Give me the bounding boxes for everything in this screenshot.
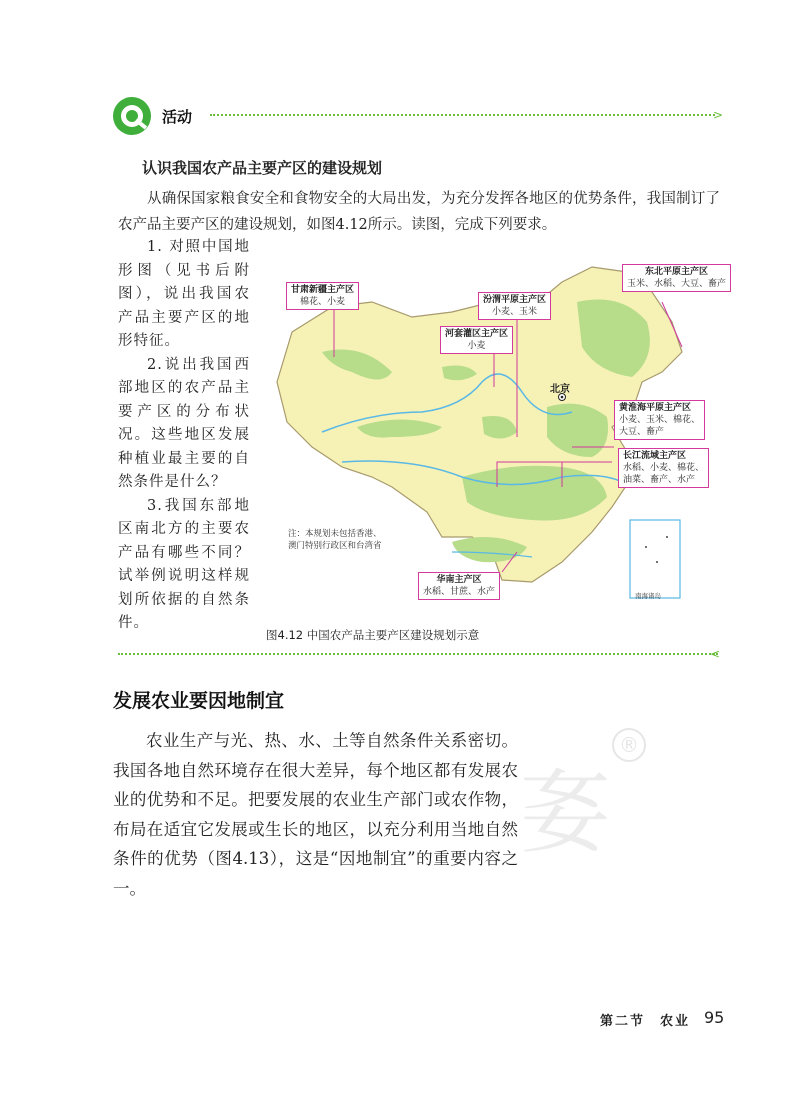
beijing-marker-dot bbox=[561, 396, 564, 399]
section-body bbox=[113, 726, 518, 903]
activity-divider-top bbox=[210, 114, 715, 116]
region-label-yangtze: 长江流域主产区 水稻、小麦、棉花、 油菜、畜产、水产 bbox=[618, 448, 709, 488]
south-sea-inset bbox=[630, 520, 680, 598]
region-label-south-china: 华南主产区 水稻、甘蔗、水产 bbox=[418, 572, 500, 600]
chevron-left-icon: < bbox=[710, 647, 721, 661]
watermark: 㚣 bbox=[520, 761, 610, 866]
chevron-right-icon: > bbox=[713, 108, 724, 122]
activity-title: 认识我国农产品主要产区的建设规划 bbox=[142, 159, 383, 177]
region-label-fenwei: 汾渭平原主产区 小麦、玉米 bbox=[478, 292, 551, 320]
question-3: 3.我国东部地区南北方的主要农产品有哪些不同？试举例说明这样规划所依据的自然条件。 bbox=[118, 497, 250, 631]
map-note: 注：本规划未包括香港、 澳门特别行政区和台湾省 bbox=[288, 529, 382, 551]
section-paragraph: 农业生产与光、热、水、土等自然条件关系密切。我国各地自然环境存在很大差异，每个地区都有发展农业的优势和不足。把要发展的农业生产部门或农作物，布局在适宜它发展或生长的地区，以充分利用当地自然条件的优势（图4.13），这是“因地制宜”的重要内容之一。 bbox=[113, 731, 518, 898]
question-2: 2.说出我国西部地区的农产品主要产区的分布状况。这些地区发展种植业最主要的自然条件是什么？ bbox=[118, 356, 250, 490]
section-title: 发展农业要因地制宜 bbox=[113, 690, 285, 712]
activity-icon bbox=[112, 96, 152, 136]
capital-label: 北京 bbox=[550, 384, 570, 395]
region-label-northeast: 东北平原主产区 玉米、水稻、大豆、畜产 bbox=[622, 264, 731, 292]
activity-label: 活动 bbox=[162, 108, 193, 126]
region-label-huanghuaihai: 黄淮海平原主产区 小麦、玉米、棉花、 大豆、畜产 bbox=[614, 400, 705, 440]
region-label-hetao: 河套灌区主产区 小麦 bbox=[440, 326, 513, 354]
question-1: 1. 对照中国地形图（见书后附图），说出我国农产品主要产区的地形特征。 bbox=[118, 239, 250, 349]
footer-section-name: 第二节 农业 bbox=[600, 1014, 691, 1029]
figure-caption: 图4.12 中国农产品主要产区建设规划示意 bbox=[266, 628, 480, 642]
region-label-gansu-xinjiang: 甘肃新疆主产区 棉花、小麦 bbox=[286, 282, 359, 310]
activity-intro: 从确保国家粮食安全和食物安全的大局出发，为充分发挥各地区的优势条件，我国制订了农产品主要产区的建设规划，如图4.12所示。读图，完成下列要求。 bbox=[118, 191, 720, 233]
inset-label: 南海诸岛 bbox=[635, 592, 661, 600]
registered-mark-icon: ® bbox=[612, 728, 646, 762]
activity-divider-bottom bbox=[118, 653, 718, 655]
activity-questions bbox=[118, 236, 250, 636]
page-number: 95 bbox=[704, 1008, 725, 1027]
production-area-map bbox=[262, 262, 740, 607]
